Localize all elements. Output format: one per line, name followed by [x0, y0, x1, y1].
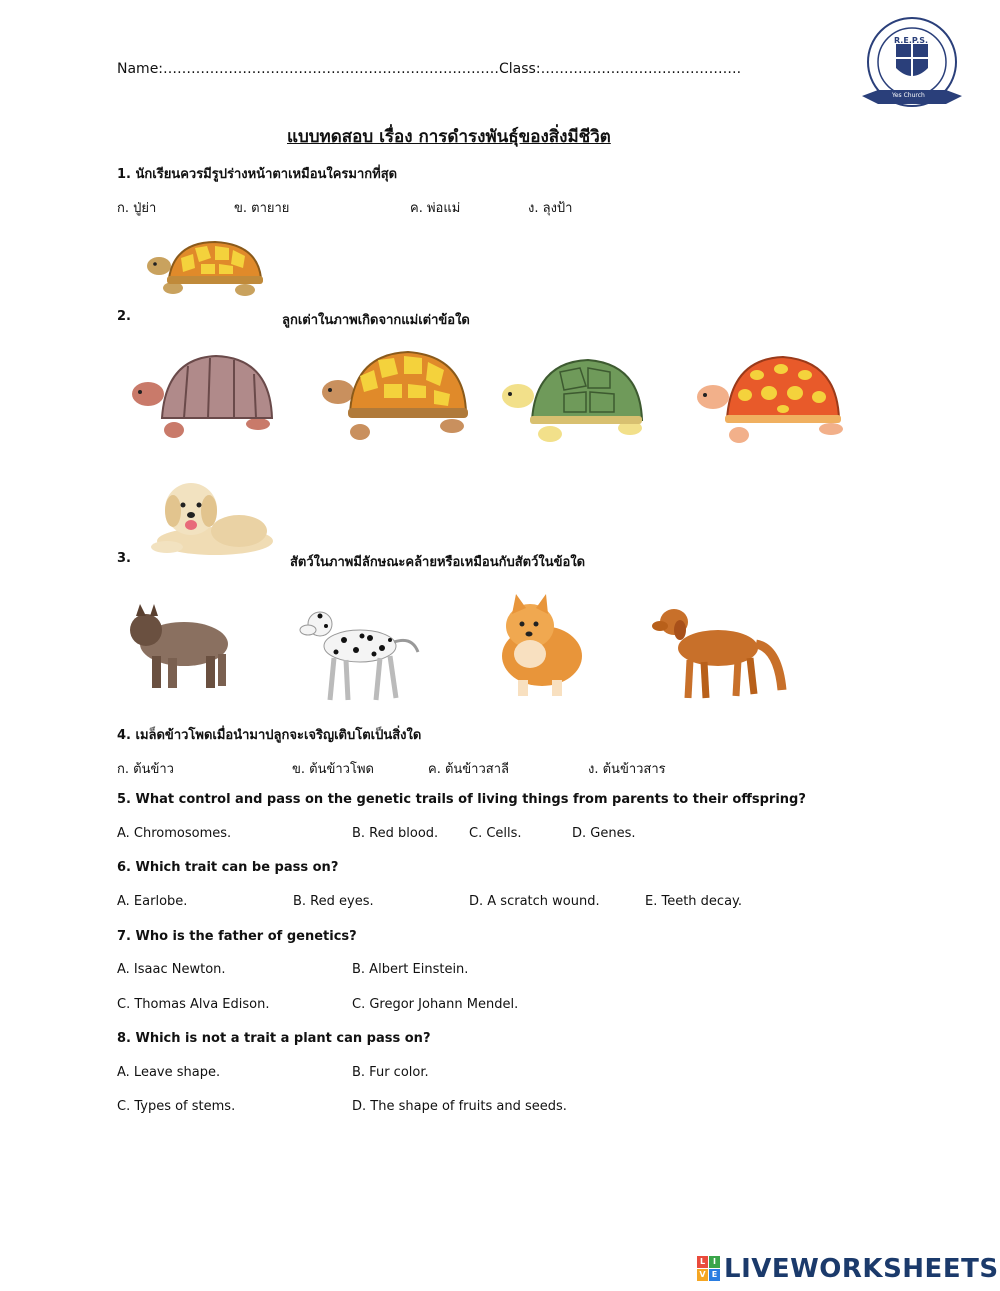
q8-option-d[interactable]: D. The shape of fruits and seeds.: [352, 1099, 567, 1114]
q5-option-b[interactable]: B. Red blood.: [352, 826, 439, 841]
logo-letter-i: I: [709, 1256, 720, 1268]
q3-option-a-dog[interactable]: [128, 604, 234, 694]
school-logo: [860, 14, 964, 118]
question-3-number: 3.: [117, 551, 131, 566]
q1-option-c[interactable]: ค. พ่อแม่: [410, 201, 461, 216]
q2-option-c-turtle[interactable]: [500, 358, 652, 448]
liveworksheets-brand: LIVEWORKSHEETS: [724, 1254, 999, 1284]
q4-option-b[interactable]: ข. ต้นข้าวโพด: [292, 762, 374, 777]
q8-option-c[interactable]: C. Types of stems.: [117, 1099, 236, 1114]
page-title: แบบทดสอบ เรื่อง การดำรงพันธุ์ของสิ่งมีชีวิต: [287, 127, 611, 147]
logo-letter-v: V: [697, 1269, 708, 1281]
name-class-line: Name:………………………………………………………………Class:…………………………………….: [117, 61, 742, 77]
question-2-number: 2.: [117, 309, 131, 324]
q8-option-b[interactable]: B. Fur color.: [352, 1065, 429, 1080]
golden-puppy-image: [143, 475, 275, 559]
q2-option-a-turtle[interactable]: [130, 352, 282, 444]
q1-option-a[interactable]: ก. ปู่ย่า: [117, 201, 157, 216]
q5-option-d[interactable]: D. Genes.: [572, 826, 636, 841]
logo-motto: Yes Church: [892, 92, 925, 99]
q4-option-a[interactable]: ก. ต้นข้าว: [117, 762, 174, 777]
q7-option-b[interactable]: B. Albert Einstein.: [352, 962, 469, 977]
q4-option-c[interactable]: ค. ต้นข้าวสาลี: [428, 762, 509, 777]
q7-option-a[interactable]: A. Isaac Newton.: [117, 962, 226, 977]
logo-letter-l: L: [697, 1256, 708, 1268]
question-7: 7. Who is the father of genetics?: [117, 929, 357, 944]
q6-option-b[interactable]: B. Red eyes.: [293, 894, 374, 909]
q3-option-b-dog[interactable]: [300, 606, 420, 704]
baby-turtle-image: [145, 238, 270, 304]
q1-option-b[interactable]: ข. ตายาย: [234, 201, 290, 216]
logo-text: R.E.P.S.: [894, 36, 929, 45]
q6-option-d[interactable]: D. A scratch wound.: [469, 894, 600, 909]
logo-letter-e: E: [709, 1269, 720, 1281]
q2-option-b-turtle[interactable]: [318, 350, 474, 446]
question-5: 5. What control and pass on the genetic trails of living things from parents to their offspring?: [117, 792, 806, 807]
question-6: 6. Which trait can be pass on?: [117, 860, 339, 875]
q8-option-a[interactable]: A. Leave shape.: [117, 1065, 221, 1080]
q6-option-a[interactable]: A. Earlobe.: [117, 894, 188, 909]
question-2: ลูกเต่าในภาพเกิดจากแม่เต่าข้อใด: [282, 313, 470, 328]
school-logo-icon: [860, 14, 964, 118]
q5-option-a[interactable]: A. Chromosomes.: [117, 826, 232, 841]
liveworksheets-logo-icon: [697, 1256, 721, 1282]
q4-option-d[interactable]: ง. ต้นข้าวสาร: [588, 762, 666, 777]
question-4: 4. เมล็ดข้าวโพดเมื่อนำมาปลูกจะเจริญเติบโตเป็นสิ่งใด: [117, 728, 422, 743]
q7-option-c[interactable]: C. Thomas Alva Edison.: [117, 997, 270, 1012]
q6-option-e[interactable]: E. Teeth decay.: [645, 894, 743, 909]
q3-option-d-dog[interactable]: [652, 604, 786, 702]
q5-option-c[interactable]: C. Cells.: [469, 826, 522, 841]
q3-option-c-dog[interactable]: [496, 594, 588, 698]
question-1: 1. นักเรียนควรมีรูปร่างหน้าตาเหมือนใครมากที่สุด: [117, 167, 398, 182]
q2-option-d-turtle[interactable]: [695, 355, 849, 447]
q7-option-c2[interactable]: C. Gregor Johann Mendel.: [352, 997, 519, 1012]
question-8: 8. Which is not a trait a plant can pass on?: [117, 1031, 431, 1046]
q1-option-d[interactable]: ง. ลุงป้า: [528, 201, 573, 216]
question-3: สัตว์ในภาพมีลักษณะคล้ายหรือเหมือนกับสัตว์ในข้อใด: [290, 555, 586, 570]
